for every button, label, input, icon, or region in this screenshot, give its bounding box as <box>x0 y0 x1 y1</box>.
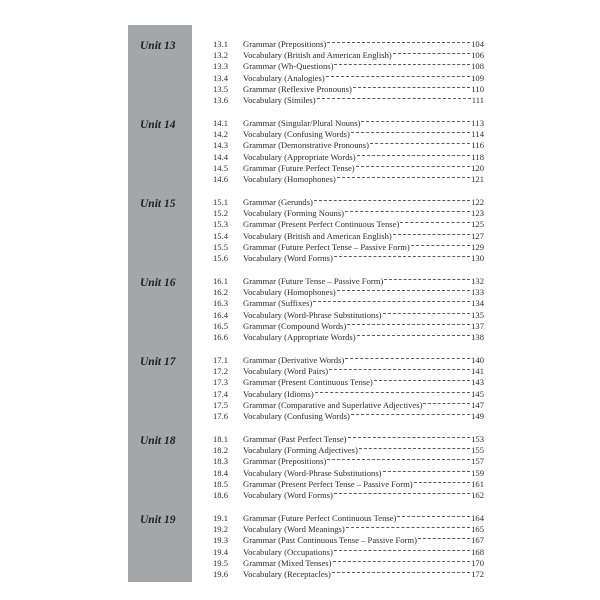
dot-leader <box>347 318 470 329</box>
section-number: 18.2 <box>213 445 229 456</box>
page-number: 161 <box>471 478 484 489</box>
section-title: Grammar (Gerunds) <box>243 197 313 207</box>
dot-leader <box>357 149 471 160</box>
dot-leader <box>383 307 471 318</box>
section-title: Vocabulary (Word-Phrase Substitutions) <box>243 467 382 478</box>
section-title: Vocabulary (Word Meanings) <box>243 524 345 535</box>
section-number: 16.6 <box>213 332 229 342</box>
page-number: 122 <box>471 197 484 207</box>
page-number: 133 <box>471 287 484 298</box>
section-number: 16.2 <box>213 287 229 298</box>
section-title: Vocabulary (Similes) <box>243 95 316 105</box>
dot-leader <box>383 465 471 476</box>
section-number: 17.4 <box>213 388 229 399</box>
section-number: 19.2 <box>213 524 229 535</box>
section-number: 19.1 <box>213 513 229 523</box>
section-title: Grammar (Past Continuous Tense – Passive Form) <box>243 535 417 546</box>
section-number: 13.5 <box>213 83 229 94</box>
page-number: 118 <box>471 151 484 162</box>
section-number: 15.2 <box>213 208 229 219</box>
page-number: 108 <box>471 61 484 72</box>
dot-leader <box>400 216 470 227</box>
page-number: 129 <box>471 241 484 252</box>
page-number: 145 <box>471 388 484 399</box>
section-title: Vocabulary (Appropriate Words) <box>243 332 356 342</box>
page-number: 116 <box>471 140 484 151</box>
toc-entry[interactable] <box>213 47 484 61</box>
section-number: 17.5 <box>213 399 229 410</box>
toc-entry[interactable] <box>213 58 484 72</box>
dot-leader <box>337 284 470 295</box>
section-number: 13.1 <box>213 39 229 49</box>
dot-leader <box>393 47 470 58</box>
toc-entry[interactable] <box>213 228 484 239</box>
toc-entry[interactable] <box>213 521 484 535</box>
page-number: 111 <box>471 95 484 105</box>
section-title: Grammar (Reflexive Pronouns) <box>243 83 352 94</box>
section-number: 14.6 <box>213 174 229 184</box>
section-number: 17.2 <box>213 366 229 377</box>
dot-leader <box>345 352 470 363</box>
page-number: 168 <box>471 546 484 557</box>
section-title: Vocabulary (Analogies) <box>243 72 325 83</box>
dot-leader <box>353 81 471 92</box>
dot-leader <box>326 70 470 81</box>
section-title: Grammar (Past Perfect Tense) <box>243 434 347 444</box>
section-title: Vocabulary (Homophones) <box>243 174 336 184</box>
dot-leader <box>348 431 471 442</box>
dot-leader <box>411 239 470 250</box>
dot-leader <box>345 205 470 216</box>
toc-entry[interactable] <box>213 205 484 219</box>
section-title: Vocabulary (Word-Phrase Substitutions) <box>243 309 382 320</box>
toc-entry[interactable] <box>213 81 484 92</box>
toc-entry[interactable] <box>213 555 484 566</box>
dot-leader <box>333 555 471 566</box>
section-number: 19.5 <box>213 557 229 568</box>
toc-entry[interactable] <box>213 216 484 230</box>
page-number: 162 <box>471 490 484 500</box>
section-number: 14.3 <box>213 140 229 151</box>
toc-entry[interactable] <box>213 171 484 182</box>
page-number: 110 <box>471 83 484 94</box>
toc-entry[interactable] <box>213 363 484 377</box>
dot-leader <box>370 137 470 148</box>
section-number: 14.5 <box>213 162 229 173</box>
dot-leader <box>315 386 470 397</box>
page-number: 140 <box>471 355 484 365</box>
section-number: 16.1 <box>213 276 229 286</box>
page-number: 155 <box>471 445 484 456</box>
dot-leader <box>334 487 470 498</box>
section-title: Vocabulary (British and American English) <box>243 230 392 241</box>
toc-entry[interactable] <box>213 544 484 555</box>
section-title: Grammar (Compound Words) <box>243 320 347 331</box>
page-number: 141 <box>471 366 484 377</box>
toc-entry[interactable] <box>213 273 484 284</box>
page-number: 164 <box>471 513 484 523</box>
page-number: 121 <box>471 174 484 184</box>
dot-leader <box>418 532 470 543</box>
page-number: 123 <box>471 208 484 219</box>
dot-leader <box>313 295 470 306</box>
dot-leader <box>337 171 470 182</box>
dot-leader <box>327 453 470 464</box>
dot-leader <box>414 476 470 487</box>
section-title: Grammar (Future Perfect Tense) <box>243 162 355 173</box>
section-title: Grammar (Derivative Words) <box>243 355 345 365</box>
section-number: 19.4 <box>213 546 229 557</box>
dot-leader <box>314 194 470 205</box>
section-title: Grammar (Future Perfect Tense – Passive Form) <box>243 241 410 252</box>
toc-entry[interactable] <box>213 510 484 521</box>
section-title: Vocabulary (Forming Nouns) <box>243 208 345 219</box>
section-number: 13.2 <box>213 50 229 61</box>
dot-leader <box>346 521 470 532</box>
dot-leader <box>393 228 470 239</box>
dot-leader <box>356 160 470 171</box>
page-number: 149 <box>471 411 484 421</box>
section-number: 15.6 <box>213 253 229 263</box>
section-title: Vocabulary (British and American English) <box>243 50 392 61</box>
section-title: Vocabulary (Appropriate Words) <box>243 151 356 162</box>
section-number: 14.4 <box>213 151 229 162</box>
section-number: 18.4 <box>213 467 229 478</box>
section-title: Vocabulary (Homophones) <box>243 287 336 298</box>
dot-leader <box>423 397 470 408</box>
dot-leader <box>397 510 470 521</box>
dot-leader <box>327 36 470 47</box>
page-number: 106 <box>471 50 484 61</box>
section-title: Vocabulary (Word Pairs) <box>243 366 329 377</box>
dot-leader <box>361 115 470 126</box>
section-number: 17.3 <box>213 377 229 388</box>
page-number: 157 <box>471 456 484 467</box>
section-number: 14.2 <box>213 129 229 140</box>
section-number: 13.4 <box>213 72 229 83</box>
section-number: 13.6 <box>213 95 229 105</box>
page-number: 127 <box>471 230 484 241</box>
dot-leader <box>359 442 470 453</box>
unit-label: Unit 19 <box>140 514 176 526</box>
dot-leader <box>351 408 470 419</box>
toc-entry[interactable] <box>213 374 484 388</box>
section-number: 16.3 <box>213 298 229 309</box>
toc-entry[interactable] <box>213 397 484 408</box>
section-title: Grammar (Future Tense – Passive Form) <box>243 276 384 286</box>
section-title: Grammar (Wh-Questions) <box>243 61 334 72</box>
toc-entry[interactable] <box>213 307 484 318</box>
unit-label: Unit 17 <box>140 356 176 368</box>
section-number: 18.6 <box>213 490 229 500</box>
section-title: Grammar (Mixed Tenses) <box>243 557 332 568</box>
section-number: 14.1 <box>213 118 229 128</box>
page-number: 167 <box>471 535 484 546</box>
section-title: Grammar (Present Perfect Tense – Passive Form) <box>243 478 413 489</box>
section-title: Grammar (Present Continuous Tense) <box>243 377 373 388</box>
toc-entry[interactable] <box>213 431 484 442</box>
page-number: 159 <box>471 467 484 478</box>
page-number: 134 <box>471 298 484 309</box>
section-number: 19.3 <box>213 535 229 546</box>
section-title: Vocabulary (Receptacles) <box>243 569 331 579</box>
page-number: 143 <box>471 377 484 388</box>
section-number: 15.3 <box>213 219 229 230</box>
toc-entry[interactable] <box>213 453 484 467</box>
section-title: Grammar (Prepositions) <box>243 456 327 467</box>
unit-label: Unit 18 <box>140 435 176 447</box>
toc-entry[interactable] <box>213 566 484 577</box>
dot-leader <box>334 544 470 555</box>
section-number: 15.5 <box>213 241 229 252</box>
section-number: 18.5 <box>213 478 229 489</box>
page-number: 153 <box>471 434 484 444</box>
page-number: 138 <box>471 332 484 342</box>
section-number: 13.3 <box>213 61 229 72</box>
toc-entry[interactable] <box>213 149 484 160</box>
unit-label: Unit 16 <box>140 277 176 289</box>
section-number: 16.4 <box>213 309 229 320</box>
toc-entry[interactable] <box>213 352 484 363</box>
section-number: 16.5 <box>213 320 229 331</box>
section-number: 17.6 <box>213 411 229 421</box>
page-number: 137 <box>471 320 484 331</box>
page-number: 120 <box>471 162 484 173</box>
toc-entry[interactable] <box>213 329 484 340</box>
toc-entry[interactable] <box>213 465 484 476</box>
toc-entry[interactable] <box>213 318 484 329</box>
toc-entry[interactable] <box>213 36 484 47</box>
toc-entry[interactable] <box>213 442 484 456</box>
page-number: 147 <box>471 399 484 410</box>
dot-leader <box>317 92 471 103</box>
page-number: 132 <box>471 276 484 286</box>
dot-leader <box>329 363 470 374</box>
page-number: 125 <box>471 219 484 230</box>
page-number: 104 <box>471 39 484 49</box>
section-number: 18.3 <box>213 456 229 467</box>
toc-entry[interactable] <box>213 160 484 171</box>
dot-leader <box>334 58 470 69</box>
toc-entry[interactable] <box>213 239 484 250</box>
section-title: Vocabulary (Idioms) <box>243 388 314 399</box>
section-title: Grammar (Singular/Plural Nouns) <box>243 118 361 128</box>
section-title: Grammar (Suffixes) <box>243 298 313 309</box>
page-number: 135 <box>471 309 484 320</box>
page-number: 130 <box>471 253 484 263</box>
section-title: Grammar (Present Perfect Continuous Tense) <box>243 219 400 230</box>
toc-entry[interactable] <box>213 194 484 205</box>
toc-entry[interactable] <box>213 487 484 498</box>
page-number: 172 <box>471 569 484 579</box>
unit-label: Unit 15 <box>140 198 176 210</box>
toc-entry[interactable] <box>213 284 484 298</box>
section-title: Grammar (Prepositions) <box>243 39 327 49</box>
unit-label: Unit 14 <box>140 119 176 131</box>
section-number: 15.1 <box>213 197 229 207</box>
toc-entry[interactable] <box>213 70 484 81</box>
section-title: Vocabulary (Confusing Words) <box>243 129 350 140</box>
dot-leader <box>351 126 471 137</box>
toc-entry[interactable] <box>213 126 484 140</box>
toc-entry[interactable] <box>213 532 484 546</box>
page-number: 109 <box>471 72 484 83</box>
section-number: 17.1 <box>213 355 229 365</box>
toc-entry[interactable] <box>213 408 484 419</box>
page-number: 114 <box>471 129 484 140</box>
section-number: 18.1 <box>213 434 229 444</box>
page-number: 165 <box>471 524 484 535</box>
dot-leader <box>332 566 470 577</box>
section-title: Grammar (Future Perfect Continuous Tense) <box>243 513 397 523</box>
toc-entry[interactable] <box>213 295 484 309</box>
section-number: 15.4 <box>213 230 229 241</box>
section-title: Vocabulary (Word Forms) <box>243 253 333 263</box>
toc-entry[interactable] <box>213 92 484 103</box>
toc-entry[interactable] <box>213 476 484 487</box>
dot-leader <box>374 374 470 385</box>
section-title: Grammar (Comparative and Superlative Adjectives) <box>243 399 423 410</box>
section-title: Vocabulary (Word Forms) <box>243 490 333 500</box>
section-title: Vocabulary (Forming Adjectives) <box>243 445 358 456</box>
section-title: Vocabulary (Occupations) <box>243 546 333 557</box>
toc-entry[interactable] <box>213 115 484 126</box>
section-number: 19.6 <box>213 569 229 579</box>
toc-entry[interactable] <box>213 137 484 151</box>
toc-entry[interactable] <box>213 386 484 397</box>
toc-entry[interactable] <box>213 250 484 261</box>
section-title: Vocabulary (Confusing Words) <box>243 411 350 421</box>
dot-leader <box>384 273 470 284</box>
unit-label: Unit 13 <box>140 40 176 52</box>
section-title: Grammar (Demonstrative Pronouns) <box>243 140 370 151</box>
page-number: 170 <box>471 557 484 568</box>
dot-leader <box>357 329 471 340</box>
page-number: 113 <box>471 118 484 128</box>
dot-leader <box>334 250 470 261</box>
